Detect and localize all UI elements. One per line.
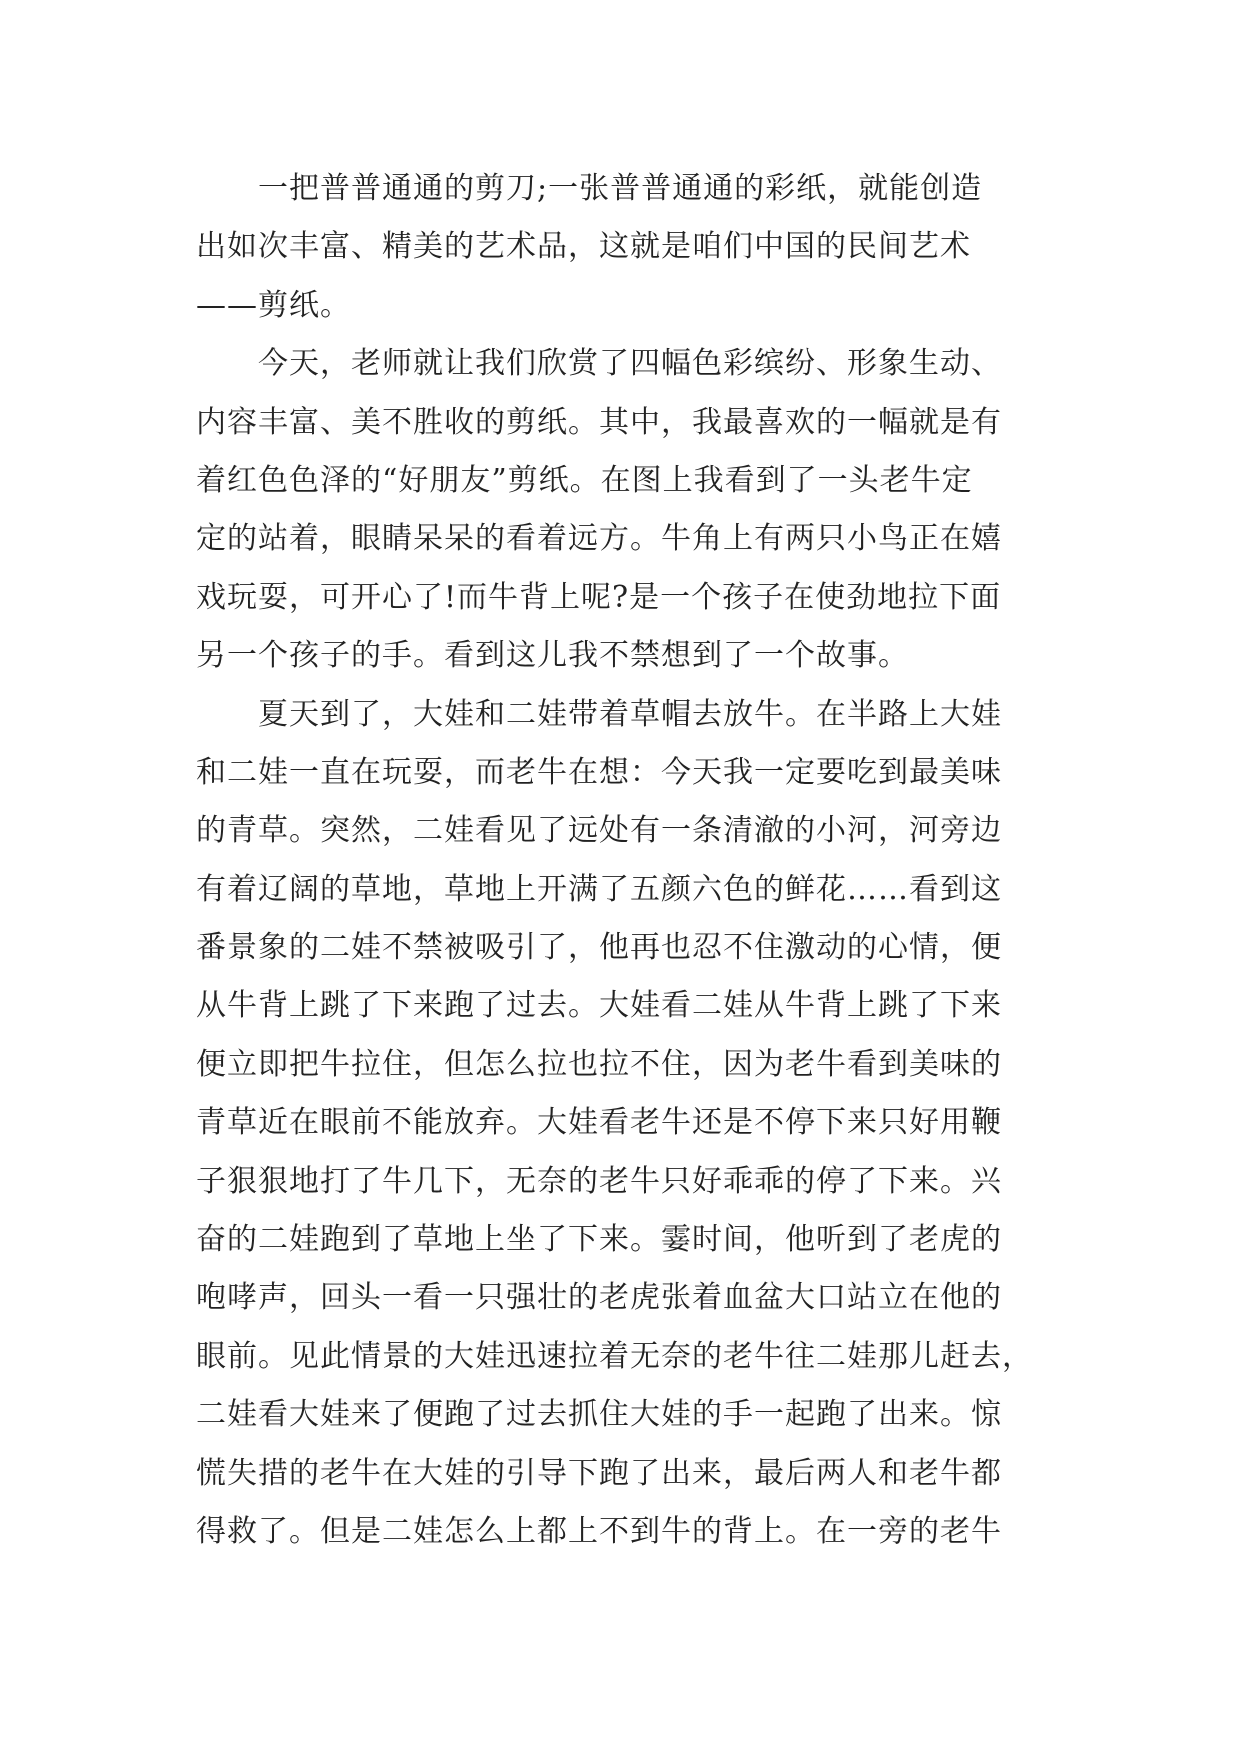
- text-line: ——剪纸。: [196, 287, 351, 323]
- text-line: 和二娃一直在玩耍，而老牛在想：今天我一定要吃到最美味: [196, 754, 1002, 790]
- text-line: 夏天到了，大娃和二娃带着草帽去放牛。在半路上大娃: [258, 696, 1002, 732]
- text-line: 番景象的二娃不禁被吸引了，他再也忍不住激动的心情，便: [196, 930, 1002, 966]
- text-line: 有着辽阔的草地，草地上开满了五颜六色的鲜花……看到这: [196, 871, 1002, 907]
- text-line: 着红色色泽的“好朋友”剪纸。在图上我看到了一头老牛定: [196, 462, 973, 498]
- text-line: 子狠狠地打了牛几下，无奈的老牛只好乖乖的停了下来。兴: [196, 1163, 1002, 1199]
- text-line: 的青草。突然，二娃看见了远处有一条清澈的小河，河旁边: [196, 813, 1002, 849]
- text-line: 内容丰富、美不胜收的剪纸。其中，我最喜欢的一幅就是有: [196, 404, 1002, 440]
- text-line: 另一个孩子的手。看到这儿我不禁想到了一个故事。: [196, 638, 909, 674]
- text-line: 奋的二娃跑到了草地上坐了下来。霎时间，他听到了老虎的: [196, 1222, 1002, 1258]
- text-line: 从牛背上跳了下来跑了过去。大娃看二娃从牛背上跳了下来: [196, 988, 1002, 1024]
- text-line: 定的站着，眼睛呆呆的看着远方。牛角上有两只小鸟正在嬉: [196, 521, 1002, 557]
- text-line: 一把普普通通的剪刀;一张普普通通的彩纸，就能创造: [258, 171, 983, 206]
- text-line: 得救了。但是二娃怎么上都上不到牛的背上。在一旁的老牛: [196, 1513, 1002, 1549]
- text-line: 青草近在眼前不能放弃。大娃看老牛还是不停下来只好用鞭: [196, 1105, 1002, 1141]
- text-line: 戏玩耍，可开心了!而牛背上呢?是一个孩子在使劲地拉下面: [196, 579, 1002, 615]
- body-text: [196, 160, 1064, 1561]
- text-line: 眼前。见此情景的大娃迅速拉着无奈的老牛往二娃那儿赶去，: [196, 1338, 1033, 1374]
- text-line: 慌失措的老牛在大娃的引导下跑了出来，最后两人和老牛都: [196, 1455, 1002, 1491]
- text-line: 今天，老师就让我们欣赏了四幅色彩缤纷、形象生动、: [258, 346, 1002, 382]
- text-line: 二娃看大娃来了便跑了过去抓住大娃的手一起跑了出来。惊: [196, 1397, 1002, 1433]
- text-line: 咆哮声，回头一看一只强壮的老虎张着血盆大口站立在他的: [196, 1280, 1002, 1316]
- text-line: 便立即把牛拉住，但怎么拉也拉不住，因为老牛看到美味的: [196, 1046, 1002, 1082]
- text-line: 出如次丰富、精美的艺术品，这就是咱们中国的民间艺术: [196, 229, 971, 265]
